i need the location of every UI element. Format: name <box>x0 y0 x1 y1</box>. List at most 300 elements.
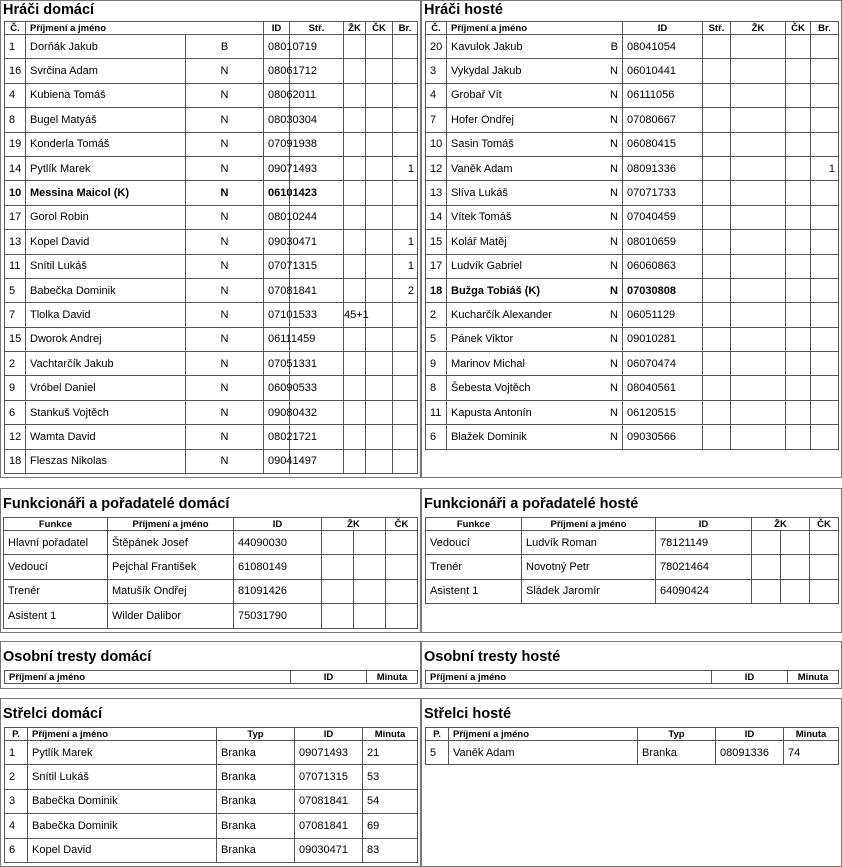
penalties-home-table <box>4 670 418 684</box>
cell-name <box>447 278 623 302</box>
cell-ck <box>786 108 811 132</box>
cell-ck <box>786 376 811 400</box>
cell-ck <box>366 327 393 351</box>
player-row <box>5 376 418 400</box>
cell-type: N <box>610 284 618 297</box>
cell-no: 13 <box>426 181 447 205</box>
cell-br <box>811 400 839 424</box>
cell-str <box>703 59 731 83</box>
cell-name <box>447 425 623 449</box>
cell-zk <box>344 278 366 302</box>
cell-p: 6 <box>5 838 28 862</box>
player-row <box>426 352 839 376</box>
cell-br <box>393 327 418 351</box>
cell-name-text: Kucharčík Alexander <box>451 308 552 321</box>
col-type: Typ <box>638 728 716 741</box>
cell-zk <box>731 254 786 278</box>
cell-br <box>811 83 839 107</box>
cell-id: 08040561 <box>623 376 703 400</box>
cell-min: 21 <box>363 741 418 765</box>
cell-no: 2 <box>426 303 447 327</box>
player-row <box>5 59 418 83</box>
cell-id: 06010441 <box>623 59 703 83</box>
cell-min: 74 <box>784 741 839 765</box>
cell-id: 06080415 <box>623 132 703 156</box>
cell-br <box>393 376 418 400</box>
cell-name-text: Marinov Michal <box>451 357 525 370</box>
players-away-table <box>425 21 839 450</box>
cell-no: 9 <box>5 376 26 400</box>
cell-id: 75031790 <box>234 604 322 628</box>
col-red-card: ČK <box>386 518 418 531</box>
col-name: Příjmení a jméno <box>447 22 623 35</box>
cell-zk <box>731 376 786 400</box>
empty-cell <box>781 531 810 555</box>
cell-type: N <box>610 113 618 126</box>
cell-id: 08010244 <box>264 205 290 229</box>
cell-ck <box>366 449 393 473</box>
cell-ck <box>786 327 811 351</box>
cell-no: 7 <box>426 108 447 132</box>
empty-cell <box>781 579 810 603</box>
cell-no: 12 <box>5 425 26 449</box>
player-row <box>5 352 418 376</box>
cell-zk <box>344 83 366 107</box>
penalties-away-title: Osobní tresty hosté <box>424 649 561 665</box>
cell-no: 4 <box>5 83 26 107</box>
cell-no: 1 <box>5 35 26 59</box>
cell-type: N <box>186 83 264 107</box>
cell-str <box>703 376 731 400</box>
cell-no: 2 <box>5 352 26 376</box>
col-order: P. <box>426 728 449 741</box>
cell-no: 13 <box>5 230 26 254</box>
cell-id: 08021721 <box>264 425 290 449</box>
cell-id: 64090424 <box>656 579 752 603</box>
cell-min: 69 <box>363 814 418 838</box>
col-name: Příjmení a jméno <box>5 671 291 684</box>
official-row <box>426 579 839 603</box>
cell-zk <box>731 108 786 132</box>
cell-ck <box>366 132 393 156</box>
cell-type: N <box>186 181 264 205</box>
cell-name: Kopel David <box>28 838 217 862</box>
cell-br <box>393 303 418 327</box>
cell-id: 07051331 <box>264 352 290 376</box>
cell-zk <box>344 230 366 254</box>
cell-zk <box>344 205 366 229</box>
cell-ck <box>366 181 393 205</box>
cell-br <box>393 83 418 107</box>
cell-br <box>393 181 418 205</box>
cell-ck <box>786 352 811 376</box>
player-row <box>5 132 418 156</box>
cell-str <box>703 132 731 156</box>
col-red-card: ČK <box>786 22 811 35</box>
cell-id: 06090533 <box>264 376 290 400</box>
player-row <box>5 181 418 205</box>
cell-name-text: Ludvík Gabriel <box>451 260 522 273</box>
cell-no: 14 <box>5 156 26 180</box>
scorer-row <box>5 765 418 789</box>
cell-id: 08030304 <box>264 108 290 132</box>
cell-name <box>447 376 623 400</box>
cell-zk: 45+1 <box>344 303 366 327</box>
cell-type: N <box>610 89 618 102</box>
cell-type: B <box>186 35 264 59</box>
cell-p: 5 <box>426 741 449 765</box>
cell-name-text: Blažek Dominik <box>451 430 527 443</box>
cell-type: N <box>186 59 264 83</box>
cell-min: 83 <box>363 838 418 862</box>
cell-id: 08041054 <box>623 35 703 59</box>
col-role: Funkce <box>4 518 108 531</box>
cell-type: B <box>610 40 618 53</box>
cell-str <box>703 108 731 132</box>
cell-id: 07071315 <box>295 765 363 789</box>
cell-name: Stankuš Vojtěch <box>26 400 186 424</box>
col-goals: Br. <box>393 22 418 35</box>
cell-name: Wilder Dalibor <box>108 604 234 628</box>
player-row <box>426 230 839 254</box>
cell-id: 08010719 <box>264 35 290 59</box>
cell-zk <box>752 555 781 579</box>
scorer-row <box>5 814 418 838</box>
cell-name: Kopel David <box>26 230 186 254</box>
cell-br: 1 <box>811 156 839 180</box>
cell-name <box>447 156 623 180</box>
cell-name-text: Pánek Viktor <box>451 333 514 346</box>
cell-zk <box>731 181 786 205</box>
cell-name: Vróbel Daniel <box>26 376 186 400</box>
cell-br <box>811 35 839 59</box>
cell-name: Sládek Jaromír <box>522 579 656 603</box>
players-home-table <box>4 21 418 474</box>
cell-no: 11 <box>5 254 26 278</box>
cell-ck <box>786 400 811 424</box>
cell-type: N <box>186 108 264 132</box>
cell-ck <box>366 352 393 376</box>
penalties-home-title: Osobní tresty domácí <box>3 649 152 665</box>
cell-name: Bugel Matyáš <box>26 108 186 132</box>
cell-no: 7 <box>5 303 26 327</box>
player-row <box>426 35 839 59</box>
cell-type: N <box>610 235 618 248</box>
cell-br <box>811 376 839 400</box>
cell-role: Asistent 1 <box>4 604 108 628</box>
cell-zk <box>344 327 366 351</box>
cell-no: 18 <box>426 278 447 302</box>
col-id: ID <box>623 22 703 35</box>
cell-type: N <box>186 425 264 449</box>
player-row <box>426 400 839 424</box>
player-row <box>5 108 418 132</box>
scorers-home-table <box>4 727 418 863</box>
cell-zk <box>731 425 786 449</box>
cell-type: N <box>610 333 618 346</box>
cell-zk <box>344 400 366 424</box>
cell-no: 12 <box>426 156 447 180</box>
cell-zk <box>322 531 354 555</box>
cell-name <box>447 327 623 351</box>
cell-ck <box>786 303 811 327</box>
cell-id: 09030471 <box>264 230 290 254</box>
player-row <box>5 400 418 424</box>
cell-name: Babečka Dominik <box>28 789 217 813</box>
cell-no: 18 <box>5 449 26 473</box>
cell-name-text: Kolář Matěj <box>451 235 507 248</box>
cell-zk <box>322 555 354 579</box>
cell-type: N <box>186 376 264 400</box>
cell-ck <box>366 35 393 59</box>
cell-id: 08010659 <box>623 230 703 254</box>
cell-no: 8 <box>426 376 447 400</box>
cell-ck <box>366 425 393 449</box>
cell-name: Babečka Dominik <box>26 278 186 302</box>
cell-type: N <box>186 278 264 302</box>
cell-id: 06120515 <box>623 400 703 424</box>
col-substitution: Stř. <box>703 22 731 35</box>
cell-p: 2 <box>5 765 28 789</box>
cell-type: N <box>610 260 618 273</box>
cell-br <box>811 278 839 302</box>
cell-name: Vaněk Adam <box>449 741 638 765</box>
cell-zk <box>344 376 366 400</box>
cell-type: Branka <box>217 741 295 765</box>
cell-no: 10 <box>5 181 26 205</box>
cell-br <box>811 327 839 351</box>
penalties-home-panel <box>0 641 421 689</box>
cell-id: 08091336 <box>623 156 703 180</box>
col-goals: Br. <box>811 22 839 35</box>
cell-type: N <box>610 406 618 419</box>
cell-role: Asistent 1 <box>426 579 522 603</box>
scorer-row <box>5 789 418 813</box>
cell-zk <box>731 278 786 302</box>
cell-id: 07080667 <box>623 108 703 132</box>
cell-str <box>703 278 731 302</box>
cell-role: Trenér <box>4 579 108 603</box>
cell-id: 09071493 <box>264 156 290 180</box>
cell-ck <box>366 156 393 180</box>
cell-id: 07081841 <box>264 278 290 302</box>
cell-zk <box>731 230 786 254</box>
scorers-home-panel <box>0 698 421 867</box>
cell-type: N <box>610 211 618 224</box>
cell-str <box>703 425 731 449</box>
cell-id: 07091938 <box>264 132 290 156</box>
cell-str <box>703 83 731 107</box>
cell-ck <box>366 108 393 132</box>
cell-br <box>393 132 418 156</box>
cell-br: 1 <box>393 156 418 180</box>
cell-name <box>447 230 623 254</box>
cell-no: 8 <box>5 108 26 132</box>
officials-away-title: Funkcionáři a pořadatelé hosté <box>424 496 639 512</box>
cell-no: 17 <box>5 205 26 229</box>
player-row <box>426 254 839 278</box>
cell-no: 11 <box>426 400 447 424</box>
player-row <box>5 254 418 278</box>
cell-role: Hlavní pořadatel <box>4 531 108 555</box>
cell-zk <box>731 132 786 156</box>
cell-str <box>703 35 731 59</box>
player-row <box>5 327 418 351</box>
col-name: Příjmení a jméno <box>522 518 656 531</box>
cell-ck <box>810 555 839 579</box>
col-id: ID <box>716 728 784 741</box>
cell-ck <box>786 205 811 229</box>
cell-name: Dworok Andrej <box>26 327 186 351</box>
cell-id: 61080149 <box>234 555 322 579</box>
player-row <box>426 278 839 302</box>
cell-id: 06111056 <box>623 83 703 107</box>
cell-br <box>393 35 418 59</box>
empty-cell <box>354 604 386 628</box>
cell-type: N <box>610 162 618 175</box>
cell-zk <box>731 59 786 83</box>
cell-name <box>447 205 623 229</box>
cell-p: 1 <box>5 741 28 765</box>
cell-ck <box>786 132 811 156</box>
cell-br <box>393 400 418 424</box>
cell-ck <box>366 376 393 400</box>
cell-ck <box>786 35 811 59</box>
cell-id: 09041497 <box>264 449 290 473</box>
cell-br <box>811 181 839 205</box>
cell-no: 14 <box>426 205 447 229</box>
player-row <box>426 156 839 180</box>
scorers-away-panel <box>421 698 842 867</box>
cell-id: 07030808 <box>623 278 703 302</box>
col-name: Příjmení a jméno <box>449 728 638 741</box>
cell-ck <box>786 230 811 254</box>
cell-br <box>811 230 839 254</box>
player-row <box>426 59 839 83</box>
official-row <box>4 531 418 555</box>
col-number: Č. <box>5 22 26 35</box>
cell-id: 06051129 <box>623 303 703 327</box>
officials-home-title: Funkcionáři a pořadatelé domácí <box>3 496 230 512</box>
cell-name <box>447 400 623 424</box>
cell-name: Pytlík Marek <box>28 741 217 765</box>
cell-ck <box>386 604 418 628</box>
cell-id: 78021464 <box>656 555 752 579</box>
cell-id: 07040459 <box>623 205 703 229</box>
cell-type: N <box>186 400 264 424</box>
player-row <box>426 132 839 156</box>
player-row <box>426 425 839 449</box>
cell-name-text: Sasin Tomáš <box>451 138 514 151</box>
col-minute: Minuta <box>788 671 839 684</box>
cell-id: 07071315 <box>264 254 290 278</box>
cell-type: N <box>610 382 618 395</box>
col-name: Příjmení a jméno <box>26 22 264 35</box>
col-yellow-card: ŽK <box>322 518 386 531</box>
cell-name: Svrčina Adam <box>26 59 186 83</box>
cell-no: 5 <box>5 278 26 302</box>
cell-ck <box>386 579 418 603</box>
cell-id: 09030471 <box>295 838 363 862</box>
cell-type: N <box>610 187 618 200</box>
cell-zk <box>344 425 366 449</box>
col-name: Příjmení a jméno <box>28 728 217 741</box>
cell-name: Messina Maicol (K) <box>26 181 186 205</box>
cell-zk <box>731 35 786 59</box>
cell-br: 1 <box>393 230 418 254</box>
cell-name: Vachtarčík Jakub <box>26 352 186 376</box>
cell-no: 20 <box>426 35 447 59</box>
cell-zk <box>344 181 366 205</box>
cell-zk <box>344 108 366 132</box>
player-row <box>426 205 839 229</box>
cell-id: 07071733 <box>623 181 703 205</box>
empty-cell <box>354 555 386 579</box>
col-yellow-card: ŽK <box>731 22 786 35</box>
cell-br <box>811 303 839 327</box>
cell-zk <box>731 156 786 180</box>
col-id: ID <box>291 671 367 684</box>
cell-name: Kubiena Tomáš <box>26 83 186 107</box>
cell-name <box>447 352 623 376</box>
cell-name-text: Bužga Tobiáš (K) <box>451 284 541 297</box>
cell-zk <box>731 352 786 376</box>
cell-name: Dorňák Jakub <box>26 35 186 59</box>
cell-name-text: Vykydal Jakub <box>451 65 522 78</box>
player-row <box>5 156 418 180</box>
cell-zk <box>731 400 786 424</box>
cell-zk <box>344 59 366 83</box>
cell-br <box>811 59 839 83</box>
cell-br <box>393 425 418 449</box>
cell-no: 9 <box>426 352 447 376</box>
cell-name: Štěpánek Josef <box>108 531 234 555</box>
player-row <box>5 449 418 473</box>
cell-ck <box>810 531 839 555</box>
cell-type: N <box>186 449 264 473</box>
officials-home-table <box>3 517 418 629</box>
col-role: Funkce <box>426 518 522 531</box>
cell-str <box>703 400 731 424</box>
cell-br <box>811 132 839 156</box>
cell-zk <box>731 205 786 229</box>
cell-ck <box>366 278 393 302</box>
officials-away-panel <box>421 488 842 633</box>
cell-name-text: Šebesta Vojtěch <box>451 382 531 395</box>
cell-id: 07081841 <box>295 814 363 838</box>
cell-id: 08061712 <box>264 59 290 83</box>
cell-name <box>447 181 623 205</box>
scorers-away-title: Střelci hosté <box>424 706 512 722</box>
scorer-row <box>5 741 418 765</box>
cell-ck <box>786 278 811 302</box>
col-minute: Minuta <box>367 671 418 684</box>
player-row <box>5 278 418 302</box>
cell-type: Branka <box>217 838 295 862</box>
cell-br <box>393 352 418 376</box>
cell-p: 3 <box>5 789 28 813</box>
col-substitution: Stř. <box>290 22 344 35</box>
cell-type: N <box>610 430 618 443</box>
cell-ck <box>366 254 393 278</box>
cell-no: 15 <box>426 230 447 254</box>
col-minute: Minuta <box>363 728 418 741</box>
cell-str <box>703 230 731 254</box>
cell-zk <box>731 83 786 107</box>
cell-name <box>447 303 623 327</box>
cell-zk <box>322 604 354 628</box>
cell-id: 07101533 <box>264 303 290 327</box>
